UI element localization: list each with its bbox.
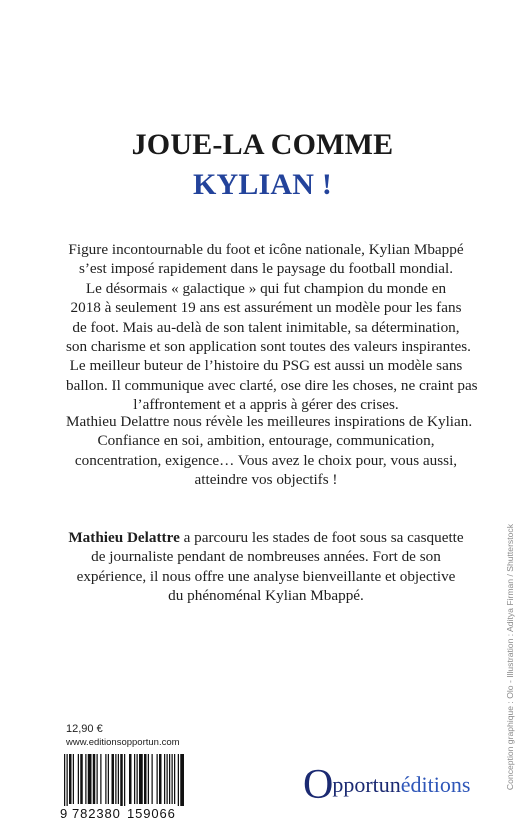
- barcode-bar: [157, 754, 158, 804]
- isbn-number: [60, 806, 188, 824]
- barcode-bar: [85, 754, 86, 804]
- image-credits: Conception graphique : Olo - Illustration : Aditya Firman / Shutterstock: [505, 524, 515, 791]
- text-line: s’est imposé rapidement dans le paysage du football mondial.: [78, 260, 454, 278]
- barcode-bar: [139, 754, 143, 804]
- publisher-logo-name: pportun: [332, 772, 401, 797]
- barcode-bar: [172, 754, 173, 804]
- barcode-bar: [169, 754, 170, 804]
- barcode-bar: [73, 754, 74, 804]
- barcode-bar: [174, 754, 175, 804]
- barcode-bar: [129, 754, 132, 804]
- description-paragraph-2: [66, 412, 473, 490]
- publisher-website: www.editionsopportun.com: [66, 737, 180, 748]
- text-line: Confiance en soi, ambition, entourage, communication,: [97, 432, 435, 450]
- isbn-first-digit: 9: [60, 806, 68, 821]
- text-line: 2018 à seulement 19 ans est assurément un modèle pour les fans: [70, 299, 462, 317]
- text-line: Figure incontournable du foot et icône nationale, Kylian Mbappé: [68, 241, 464, 258]
- barcode-bar: [178, 754, 179, 810]
- barcode-bar: [88, 754, 92, 804]
- barcode-bar: [180, 754, 184, 810]
- barcode-bar: [167, 754, 168, 804]
- isbn-group-2: 159066: [127, 806, 176, 821]
- barcode-bar: [80, 754, 83, 804]
- barcode-bar: [164, 754, 165, 804]
- description-paragraph-1: [66, 240, 478, 415]
- text-line: son charisme et son application sont toutes des valeurs inspirantes.: [66, 338, 471, 356]
- price: 12,90 €: [66, 723, 103, 735]
- barcode-bar: [148, 754, 149, 804]
- barcode-bar: [134, 754, 135, 804]
- barcode-bar: [137, 754, 138, 804]
- text-line: atteindre vos objectifs !: [194, 471, 338, 489]
- barcode-bar: [118, 754, 119, 804]
- barcode-bar: [112, 754, 115, 804]
- barcode-bar: [78, 754, 79, 804]
- text-line: [66, 528, 466, 547]
- isbn-barcode: [62, 754, 184, 810]
- book-title-line2: KYLIAN !: [192, 168, 333, 201]
- publisher-logo: [303, 762, 471, 808]
- barcode-bar: [159, 754, 162, 804]
- barcode-bar: [105, 754, 106, 804]
- book-title-line1: JOUE-LA COMME: [131, 128, 394, 161]
- barcode-bar: [144, 754, 147, 804]
- barcode-bar: [115, 754, 116, 804]
- barcode-bar: [108, 754, 109, 804]
- text-line: de foot. Mais au-delà de son talent inimitable, sa détermination,: [72, 318, 460, 336]
- barcode-bar: [67, 754, 68, 810]
- text-line: Le désormais « galactique » qui fut champion du monde en: [85, 279, 447, 297]
- barcode-bar: [69, 754, 72, 804]
- author-bio-line1-rest: a parcouru les stades de foot sous sa casquette: [179, 529, 464, 546]
- text-line: de journaliste pendant de nombreuses années. Fort de son: [91, 548, 441, 566]
- isbn-group-1: 782380: [72, 806, 121, 821]
- text-line: du phénoménal Kylian Mbappé.: [168, 587, 364, 605]
- barcode-bar: [64, 754, 65, 810]
- publisher-logo-suffix: éditions: [400, 772, 471, 797]
- author-name: Mathieu Delattre: [68, 529, 180, 546]
- text-line: l’affrontement et a appris à gérer des crises.: [133, 396, 399, 414]
- barcode-bar: [120, 754, 123, 810]
- barcode-bar: [93, 754, 96, 804]
- text-line: ballon. Il communique avec clarté, ose dire les choses, ne craint pas: [66, 376, 478, 394]
- text-line: concentration, exigence… Vous avez le choix pour, vous aussi,: [74, 451, 458, 469]
- barcode-bar: [124, 754, 125, 810]
- author-bio: [66, 528, 466, 606]
- text-line: expérience, il nous offre une analyse bienveillante et objective: [76, 567, 456, 585]
- barcode-bar: [152, 754, 153, 804]
- text-line: Mathieu Delattre nous révèle les meilleures inspirations de Kylian.: [66, 413, 473, 430]
- barcode-bar: [97, 754, 98, 804]
- text-line: Le meilleur buteur de l’histoire du PSG est aussi un modèle sans: [69, 357, 463, 375]
- barcode-bar: [100, 754, 101, 804]
- publisher-logo-mark: O: [303, 762, 334, 808]
